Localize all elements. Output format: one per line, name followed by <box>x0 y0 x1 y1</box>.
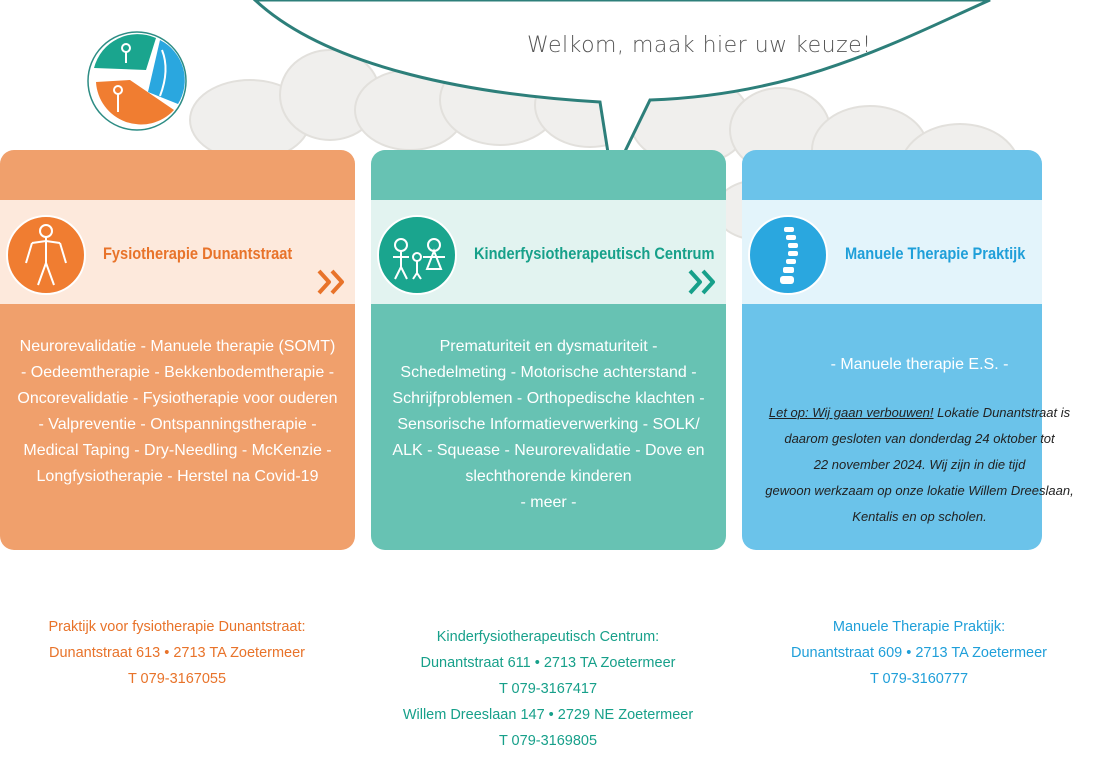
card-description <box>0 334 355 490</box>
card-kinderfysiotherapie[interactable] <box>371 150 726 550</box>
description-line: Prematuriteit en dysmaturiteit - <box>439 338 658 355</box>
card-description <box>742 352 1097 378</box>
description-line: - Oedeemtherapie - Bekkenbodemtherapie - <box>20 364 335 381</box>
description-line: - Manuele therapie E.S. - <box>830 356 1009 373</box>
description-line: ALK - Squease - Neurorevalidatie - Dove en <box>392 442 705 459</box>
notice-line: Kentalis en op scholen. <box>852 509 987 524</box>
chevron-right-icon[interactable] <box>316 268 348 296</box>
description-line: Oncorevalidatie - Fysiotherapie voor ouderen <box>17 390 338 407</box>
notice-line: daarom gesloten van donderdag 24 oktober tot <box>784 431 1055 446</box>
logo[interactable] <box>86 30 188 132</box>
chevron-right-icon[interactable] <box>687 268 719 296</box>
card-manuele-therapie[interactable] <box>742 150 1074 550</box>
address-fysiotherapie <box>0 614 354 692</box>
notice-lead: Let op: Wij gaan verbouwen! <box>768 405 934 420</box>
description-line: Schedelmeting - Motorische achterstand - <box>400 364 697 381</box>
card-header-band[interactable] <box>371 200 726 304</box>
phone-link[interactable]: T 079-3167417 <box>498 681 598 697</box>
address-line: Manuele Therapie Praktijk: <box>832 619 1006 635</box>
description-line: slechthorende kinderen <box>465 468 632 485</box>
renovation-notice <box>742 400 1097 530</box>
card-fysiotherapie[interactable] <box>0 150 355 550</box>
card-description <box>371 334 726 516</box>
card-header-band[interactable] <box>0 200 355 304</box>
address-line: Dunantstraat 609 • 2713 TA Zoetermeer <box>790 645 1048 661</box>
phone-link[interactable]: T 079-3169805 <box>498 733 598 749</box>
welcome-text: Welkom, maak hier uw keuze! <box>527 33 872 58</box>
phone-link[interactable]: T 079-3160777 <box>869 671 969 687</box>
description-line: Schrijfproblemen - Orthopedische klachten - <box>392 390 705 407</box>
description-line: Medical Taping - Dry-Needling - McKenzie - <box>23 442 332 459</box>
address-line: Praktijk voor fysiotherapie Dunantstraat: <box>48 619 306 635</box>
notice-line: 22 november 2024. Wij zijn in die tijd <box>813 457 1026 472</box>
card-title[interactable]: Fysiotherapie Dunantstraat <box>103 244 293 263</box>
children-icon <box>377 215 457 295</box>
address-line: Dunantstraat 611 • 2713 TA Zoetermeer <box>420 655 676 671</box>
body-figure-icon <box>6 215 86 295</box>
spine-icon <box>748 215 828 295</box>
notice-line: gewoon werkzaam op onze lokatie Willem Dreeslaan, <box>765 483 1074 498</box>
card-header-band[interactable] <box>742 200 1042 304</box>
address-line: Dunantstraat 613 • 2713 TA Zoetermeer <box>48 645 306 661</box>
description-line: Sensorische Informatieverwerking - SOLK/ <box>397 416 700 433</box>
meer-link[interactable]: - meer - <box>520 494 577 511</box>
address-line: Willem Dreeslaan 147 • 2729 NE Zoetermeer <box>402 707 694 723</box>
description-line: - Valpreventie - Ontspanningstherapie - <box>38 416 317 433</box>
phone-link[interactable]: T 079-3167055 <box>127 671 227 687</box>
description-line: Neurorevalidatie - Manuele therapie (SOMT) <box>19 338 336 355</box>
card-title[interactable]: Kinderfysiotherapeutisch Centrum <box>474 244 715 263</box>
notice-line: Lokatie Dunantstraat is <box>937 405 1071 420</box>
address-kinderfysiotherapie <box>371 624 725 754</box>
address-manuele-therapie <box>742 614 1048 692</box>
card-title[interactable]: Manuele Therapie Praktijk <box>845 244 1026 263</box>
description-line: Longfysiotherapie - Herstel na Covid-19 <box>36 468 319 485</box>
address-line: Kinderfysiotherapeutisch Centrum: <box>436 629 660 645</box>
